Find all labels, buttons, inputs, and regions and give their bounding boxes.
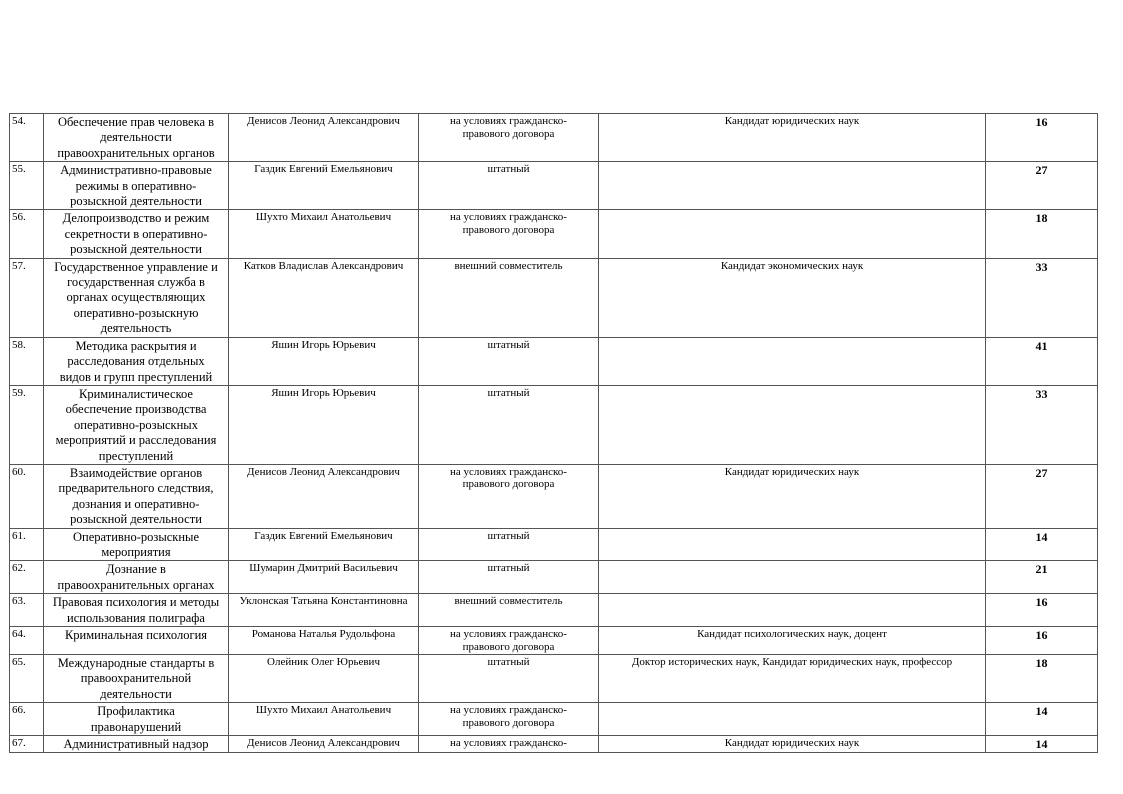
employment-condition: штатный: [419, 162, 599, 210]
table-row: [10, 385, 1098, 464]
teacher-name: Катков Владислав Александрович: [229, 258, 419, 337]
discipline-name: [44, 385, 229, 464]
teacher-name: Газдик Евгений Емельянович: [229, 528, 419, 561]
discipline-line: розыскной деятельности: [70, 242, 202, 257]
table-row: [10, 594, 1098, 627]
academic-degree: Кандидат юридических наук: [599, 464, 986, 528]
discipline-line: Административный надзор: [63, 737, 209, 752]
condition-line: на условиях гражданско-: [450, 465, 567, 478]
employment-condition: [419, 114, 599, 162]
discipline-name: [44, 210, 229, 258]
academic-degree: Кандидат психологических наук, доцент: [599, 627, 986, 655]
table-row: [10, 464, 1098, 528]
discipline-line: Профилактика: [97, 704, 175, 719]
table-row: [10, 337, 1098, 385]
condition-line: правового договора: [462, 127, 555, 140]
employment-condition: [419, 210, 599, 258]
discipline-line: мероприятий и расследования: [55, 433, 217, 448]
table-row: [10, 561, 1098, 594]
staffing-table: [9, 113, 1098, 753]
discipline-line: Административно-правовые: [60, 163, 212, 178]
discipline-line: Оперативно-розыскные: [73, 529, 199, 544]
academic-degree: Кандидат юридических наук: [599, 736, 986, 753]
row-number: 59.: [10, 385, 44, 464]
discipline-name: [44, 594, 229, 627]
discipline-line: Криминальная психология: [64, 628, 208, 642]
discipline-line: использования полиграфа: [67, 610, 205, 625]
employment-condition: [419, 703, 599, 736]
hours-count: 14: [986, 736, 1098, 753]
table-body: [10, 114, 1098, 753]
teacher-name: Денисов Леонид Александрович: [229, 736, 419, 753]
discipline-line: розыскной деятельности: [70, 512, 202, 527]
academic-degree: [599, 385, 986, 464]
teacher-name: Газдик Евгений Емельянович: [229, 162, 419, 210]
table-row: [10, 210, 1098, 258]
row-number: 55.: [10, 162, 44, 210]
discipline-line: правонарушений: [90, 719, 182, 734]
condition-line: правового договора: [462, 478, 555, 491]
row-number: 64.: [10, 627, 44, 655]
discipline-name: [44, 464, 229, 528]
employment-condition: штатный: [419, 561, 599, 594]
employment-condition: штатный: [419, 528, 599, 561]
discipline-line: обеспечение производства: [65, 402, 207, 417]
condition-line: на условиях гражданско-: [450, 115, 567, 127]
academic-degree: Доктор исторических наук, Кандидат юридических наук, профессор: [599, 655, 986, 703]
row-number: 67.: [10, 736, 44, 753]
discipline-line: предварительного следствия,: [58, 481, 214, 496]
academic-degree: [599, 594, 986, 627]
discipline-line: Международные стандарты в: [57, 656, 215, 670]
discipline-line: деятельности: [100, 130, 172, 145]
teacher-name: Уклонская Татьяна Константиновна: [229, 594, 419, 627]
discipline-line: деятельность: [100, 321, 172, 336]
employment-condition: штатный: [419, 337, 599, 385]
row-number: 65.: [10, 655, 44, 703]
condition-line: правового договора: [462, 716, 555, 729]
discipline-line: Дознание в: [106, 562, 166, 577]
academic-degree: [599, 337, 986, 385]
discipline-line: видов и групп преступлений: [59, 369, 213, 384]
discipline-line: розыскной деятельности: [70, 194, 202, 209]
row-number: 62.: [10, 561, 44, 594]
teacher-name: Романова Наталья Рудольфона: [229, 627, 419, 655]
discipline-line: Государственное управление и: [54, 259, 218, 274]
condition-line: на условиях гражданско-: [450, 704, 567, 717]
employment-condition: на условиях гражданско-: [419, 736, 599, 753]
row-number: 54.: [10, 114, 44, 162]
discipline-line: Делопроизводство и режим: [62, 211, 210, 226]
employment-condition: [419, 464, 599, 528]
employment-condition: внешний совместитель: [419, 258, 599, 337]
discipline-line: органах осуществляющих: [66, 290, 206, 305]
discipline-line: Методика раскрытия и: [75, 338, 197, 353]
condition-line: правового договора: [462, 223, 555, 236]
discipline-line: оперативно-розыскных: [74, 417, 198, 432]
teacher-name: Яшин Игорь Юрьевич: [229, 385, 419, 464]
academic-degree: [599, 561, 986, 594]
academic-degree: [599, 528, 986, 561]
discipline-name: [44, 703, 229, 736]
discipline-line: правоохранительной: [80, 671, 192, 686]
discipline-name: [44, 162, 229, 210]
employment-condition: штатный: [419, 655, 599, 703]
discipline-name: [44, 337, 229, 385]
academic-degree: [599, 210, 986, 258]
hours-count: 27: [986, 162, 1098, 210]
row-number: 56.: [10, 210, 44, 258]
hours-count: 14: [986, 703, 1098, 736]
row-number: 58.: [10, 337, 44, 385]
row-number: 66.: [10, 703, 44, 736]
hours-count: 27: [986, 464, 1098, 528]
hours-count: 16: [986, 114, 1098, 162]
discipline-name: [44, 736, 229, 753]
hours-count: 18: [986, 210, 1098, 258]
hours-count: 18: [986, 655, 1098, 703]
condition-line: правового договора: [462, 640, 555, 653]
table-row: [10, 162, 1098, 210]
condition-line: на условиях гражданско-: [450, 211, 567, 224]
hours-count: 16: [986, 594, 1098, 627]
table-row: [10, 655, 1098, 703]
table-row: [10, 114, 1098, 162]
employment-condition: [419, 627, 599, 655]
discipline-name: [44, 528, 229, 561]
row-number: 61.: [10, 528, 44, 561]
discipline-name: [44, 561, 229, 594]
discipline-line: Обеспечение прав человека в: [57, 115, 215, 129]
teacher-name: Шухто Михаил Анатольевич: [229, 210, 419, 258]
row-number: 57.: [10, 258, 44, 337]
discipline-line: Правовая психология и методы: [52, 595, 220, 610]
table-row: [10, 736, 1098, 753]
discipline-line: мероприятия: [101, 544, 171, 559]
hours-count: 33: [986, 258, 1098, 337]
academic-degree: [599, 703, 986, 736]
discipline-line: Взаимодействие органов: [69, 465, 203, 480]
teacher-name: Шухто Михаил Анатольевич: [229, 703, 419, 736]
discipline-line: деятельности: [100, 686, 172, 701]
hours-count: 33: [986, 385, 1098, 464]
table-row: [10, 703, 1098, 736]
row-number: 60.: [10, 464, 44, 528]
academic-degree: [599, 162, 986, 210]
discipline-line: государственная служба в: [67, 275, 205, 290]
employment-condition: штатный: [419, 385, 599, 464]
discipline-line: дознания и оперативно-: [72, 496, 200, 511]
table-row: [10, 627, 1098, 655]
discipline-line: режимы в оперативно-: [75, 178, 197, 193]
discipline-line: Криминалистическое: [79, 386, 193, 401]
discipline-name: [44, 114, 229, 162]
discipline-line: секретности в оперативно-: [64, 226, 208, 241]
teacher-name: Олейник Олег Юрьевич: [229, 655, 419, 703]
discipline-line: оперативно-розыскную: [73, 305, 199, 320]
row-number: 63.: [10, 594, 44, 627]
discipline-line: расследования отдельных: [67, 354, 205, 369]
discipline-line: преступлений: [98, 448, 174, 463]
discipline-name: [44, 655, 229, 703]
condition-line: на условиях гражданско-: [450, 628, 567, 640]
employment-condition: внешний совместитель: [419, 594, 599, 627]
hours-count: 41: [986, 337, 1098, 385]
discipline-line: правоохранительных органов: [57, 145, 215, 160]
table-row: [10, 528, 1098, 561]
hours-count: 14: [986, 528, 1098, 561]
discipline-name: [44, 627, 229, 655]
teacher-name: Яшин Игорь Юрьевич: [229, 337, 419, 385]
teacher-name: Денисов Леонид Александрович: [229, 114, 419, 162]
academic-degree: Кандидат экономических наук: [599, 258, 986, 337]
table-row: [10, 258, 1098, 337]
academic-degree: Кандидат юридических наук: [599, 114, 986, 162]
teacher-name: Шумарин Дмитрий Васильевич: [229, 561, 419, 594]
discipline-line: правоохранительных органах: [57, 577, 215, 592]
hours-count: 16: [986, 627, 1098, 655]
hours-count: 21: [986, 561, 1098, 594]
teacher-name: Денисов Леонид Александрович: [229, 464, 419, 528]
discipline-name: [44, 258, 229, 337]
